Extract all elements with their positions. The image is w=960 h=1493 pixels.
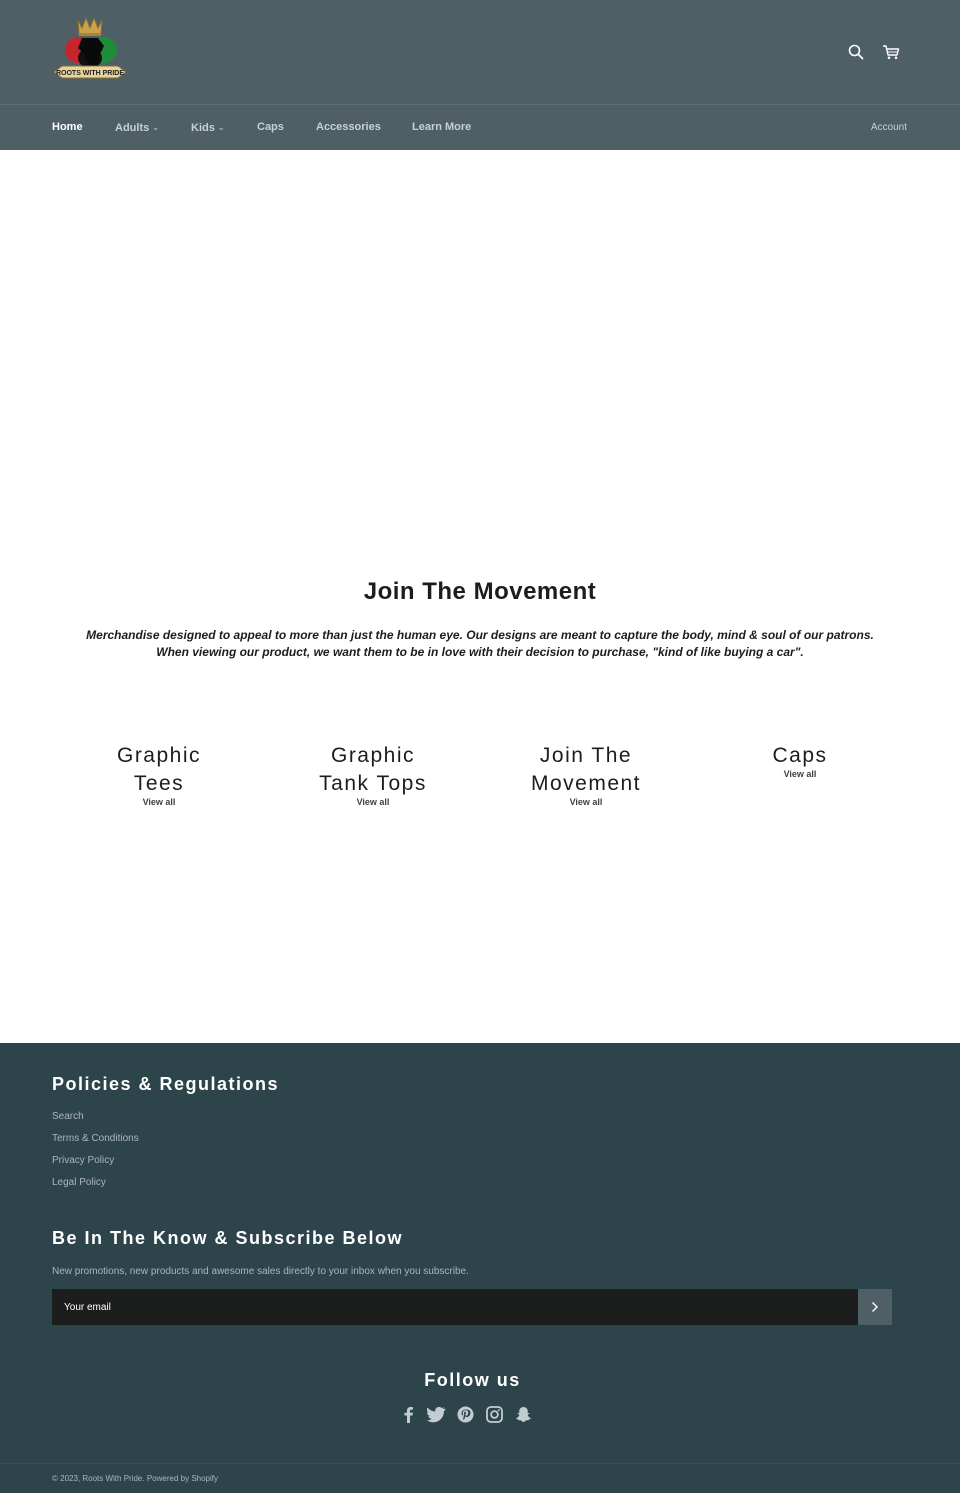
- pinterest-icon[interactable]: [456, 1405, 475, 1424]
- nav-item-label: Accessories: [316, 121, 381, 133]
- copyright-prefix: © 2023,: [52, 1474, 83, 1483]
- nav-item-learn-more[interactable]: [412, 105, 471, 150]
- intro-line-1: Merchandise designed to appeal to more than just the human eye. Our designs are meant to capture the body, mind & soul of our patrons.: [86, 628, 874, 642]
- footer-link-legal[interactable]: Legal Policy: [52, 1177, 106, 1188]
- copyright: [52, 1474, 218, 1483]
- main-nav: [0, 105, 960, 150]
- newsletter-heading: Be In The Know & Subscribe Below: [52, 1228, 404, 1248]
- nav-item-label: Kids: [191, 122, 215, 134]
- follow-heading: Follow us: [424, 1370, 521, 1390]
- page-title: Join The Movement: [363, 578, 597, 605]
- view-all-link[interactable]: View all: [783, 769, 817, 779]
- footer-link-terms[interactable]: Terms & Conditions: [52, 1133, 139, 1144]
- twitter-icon[interactable]: [427, 1405, 446, 1424]
- collection-card-graphic-tank-tops[interactable]: [266, 742, 480, 807]
- nav-item-adults[interactable]: [115, 105, 159, 150]
- collection-title: Tank Tops: [319, 772, 427, 795]
- view-all-link[interactable]: View all: [356, 797, 390, 807]
- intro-text: [80, 627, 880, 661]
- footer-divider: [0, 1463, 960, 1464]
- chevron-down-icon: ⌄: [152, 123, 159, 132]
- account-link[interactable]: Account: [870, 122, 907, 133]
- email-input[interactable]: [52, 1289, 858, 1325]
- instagram-icon[interactable]: [485, 1405, 504, 1424]
- view-all-link[interactable]: View all: [569, 797, 603, 807]
- collection-card-join-the-movement[interactable]: [479, 742, 693, 807]
- nav-item-caps[interactable]: [257, 105, 284, 150]
- site-footer: [0, 1043, 960, 1493]
- cart-icon: [882, 44, 900, 60]
- chevron-down-icon: ⌄: [217, 123, 225, 132]
- subscribe-button[interactable]: [858, 1289, 892, 1325]
- store-logo[interactable]: [52, 14, 128, 86]
- collection-title: Join The: [539, 744, 633, 767]
- site-header: [0, 0, 960, 150]
- newsletter-text: New promotions, new products and awesome sales directly to your inbox when you subscribe.: [52, 1266, 469, 1277]
- header-top: [0, 0, 960, 105]
- nav-item-label: Learn More: [412, 121, 472, 133]
- collection-card-caps[interactable]: [693, 742, 907, 779]
- store-link[interactable]: Roots With Pride: [82, 1474, 143, 1483]
- nav-item-accessories[interactable]: [316, 105, 381, 150]
- collection-title: Caps: [772, 744, 828, 767]
- collection-card-graphic-tees[interactable]: [52, 742, 266, 807]
- search-icon: [848, 44, 864, 60]
- search-button[interactable]: [844, 40, 868, 64]
- nav-item-label: Caps: [257, 121, 284, 133]
- social-links: [398, 1405, 533, 1427]
- nav-item-home[interactable]: [52, 105, 83, 150]
- logo-text: ROOTS WITH PRIDE: [55, 70, 125, 77]
- footer-link-search[interactable]: Search: [52, 1111, 84, 1122]
- powered-by-link[interactable]: Powered by Shopify: [146, 1474, 218, 1483]
- collection-title: Graphic: [330, 744, 416, 767]
- nav-item-label: Home: [52, 121, 83, 133]
- nav-item-label: Adults: [115, 122, 150, 134]
- policies-heading: Policies & Regulations: [52, 1074, 280, 1094]
- collection-title: Graphic: [116, 744, 202, 767]
- chevron-right-icon: [871, 1301, 879, 1313]
- view-all-link[interactable]: View all: [142, 797, 176, 807]
- copyright-separator: .: [142, 1474, 147, 1483]
- facebook-icon[interactable]: [398, 1405, 417, 1424]
- collection-title: Tees: [133, 772, 185, 795]
- intro-line-2: When viewing our product, we want them to be in love with their decision to purchase, "kind of like buying a car".: [156, 645, 804, 659]
- logo-image: [52, 14, 128, 86]
- snapchat-icon[interactable]: [514, 1405, 533, 1424]
- cart-button[interactable]: [879, 40, 903, 64]
- footer-link-privacy[interactable]: Privacy Policy: [52, 1155, 115, 1166]
- nav-item-kids[interactable]: [191, 105, 225, 150]
- collection-title: Movement: [530, 772, 642, 795]
